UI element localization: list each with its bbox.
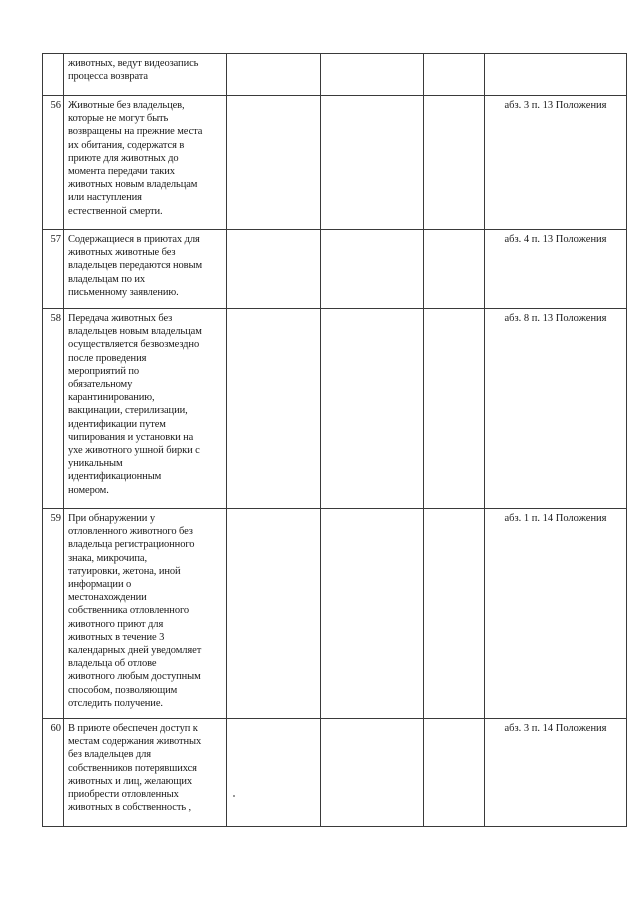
text-line: татуировки, жетона, иной — [68, 565, 181, 577]
text-line: естественной смерти. — [68, 205, 163, 217]
table-row — [43, 230, 627, 309]
empty-cell — [424, 719, 485, 827]
empty-cell — [424, 54, 485, 96]
row-number: 59 — [43, 509, 64, 719]
text-line: мероприятий по — [68, 365, 140, 377]
text-line: календарных дней уведомляет — [68, 645, 202, 657]
text-line: животных в собственность , — [68, 802, 192, 814]
text-line: идентификационным — [68, 471, 162, 483]
text-line: информации о — [68, 579, 132, 591]
text-line: процесса возврата — [68, 71, 148, 83]
empty-cell — [227, 509, 321, 719]
legal-reference: абз. 1 п. 14 Положения — [485, 509, 627, 719]
text-line: ухе животного ушной бирки с — [68, 445, 200, 457]
legal-reference — [485, 54, 627, 96]
text-line: или наступления — [68, 192, 142, 204]
empty-cell — [424, 309, 485, 509]
text-line: местам содержания животных — [68, 736, 202, 748]
text-line: их обитания, содержатся в — [68, 139, 185, 151]
text-line: собственников потерявшихся — [68, 762, 197, 774]
text-line: способом, позволяющим — [68, 684, 178, 696]
row-number: 57 — [43, 230, 64, 309]
text-line: номером. — [68, 484, 109, 496]
empty-cell — [321, 309, 424, 509]
text-line: Содержащиеся в приютах для — [68, 234, 200, 245]
row-number: 56 — [43, 96, 64, 230]
text-line: отловленного животного без — [68, 526, 193, 538]
text-line: владельца об отлове — [68, 658, 157, 670]
requirements-table — [42, 53, 627, 827]
table-row — [43, 309, 627, 509]
legal-reference: абз. 3 п. 14 Положения — [485, 719, 627, 827]
requirement-text — [64, 230, 227, 309]
requirement-text — [64, 509, 227, 719]
table-row — [43, 96, 627, 230]
empty-cell — [227, 96, 321, 230]
table-row — [43, 54, 627, 96]
text-line: уникальным — [68, 458, 123, 470]
empty-cell — [321, 509, 424, 719]
text-line: При обнаружении у — [68, 513, 155, 524]
text-line: владельцам по их — [68, 273, 146, 285]
text-line: животных в течение 3 — [68, 631, 165, 643]
text-line: после проведения — [68, 352, 147, 364]
text-line: без владельцев для — [68, 749, 151, 761]
legal-reference: абз. 8 п. 13 Положения — [485, 309, 627, 509]
text-line: приюте для животных до — [68, 152, 179, 164]
text-line: животных животные без — [68, 247, 176, 259]
empty-cell — [424, 509, 485, 719]
text-line: осуществляется безвозмездно — [68, 339, 200, 351]
text-line: животных и лиц, желающих — [68, 775, 193, 787]
text-line: которые не могут быть — [68, 113, 169, 125]
text-line: Животные без владельцев, — [68, 100, 185, 111]
empty-cell — [227, 309, 321, 509]
text-line: Передача животных без — [68, 313, 173, 324]
text-line: владельцев передаются новым — [68, 260, 203, 272]
empty-cell — [321, 54, 424, 96]
text-line: знака, микрочипа, — [68, 552, 147, 564]
row-number: 60 — [43, 719, 64, 827]
text-line: животного приют для — [68, 618, 164, 630]
requirement-text — [64, 309, 227, 509]
text-line: вакцинации, стерилизации, — [68, 405, 188, 417]
text-line: владельцев новым владельцам — [68, 326, 202, 338]
empty-cell — [321, 230, 424, 309]
empty-cell — [424, 96, 485, 230]
requirement-text — [64, 719, 227, 827]
text-line: местонахождении — [68, 592, 147, 604]
text-line: собственника отловленного — [68, 605, 190, 617]
text-line: животного любым доступным — [68, 671, 201, 683]
empty-cell — [321, 719, 424, 827]
text-line: карантинированию, — [68, 392, 155, 404]
text-line: отследить получение. — [68, 697, 163, 709]
text-line: обязательному — [68, 379, 133, 391]
table-row — [43, 719, 627, 827]
text-line: возвращены на прежние места — [68, 126, 203, 138]
empty-cell — [227, 230, 321, 309]
text-line: владельца регистрационного — [68, 539, 195, 551]
text-line: животных новым владельцам — [68, 179, 198, 191]
empty-cell — [227, 719, 321, 827]
text-line: животных, ведут видеозапись — [68, 58, 199, 69]
requirement-text — [64, 54, 227, 96]
legal-reference: абз. 4 п. 13 Положения — [485, 230, 627, 309]
text-line: момента передачи таких — [68, 166, 175, 178]
text-line: идентификации путем — [68, 418, 166, 430]
table-row — [43, 509, 627, 719]
requirement-text — [64, 96, 227, 230]
row-number — [43, 54, 64, 96]
text-line: В приюте обеспечен доступ к — [68, 723, 198, 734]
text-line: письменному заявлению. — [68, 286, 179, 298]
text-line: чипирования и установки на — [68, 431, 194, 443]
empty-cell — [424, 230, 485, 309]
empty-cell — [321, 96, 424, 230]
empty-cell — [227, 54, 321, 96]
scan-speck — [233, 795, 235, 797]
legal-reference: абз. 3 п. 13 Положения — [485, 96, 627, 230]
row-number: 58 — [43, 309, 64, 509]
text-line: приобрести отловленных — [68, 789, 179, 801]
